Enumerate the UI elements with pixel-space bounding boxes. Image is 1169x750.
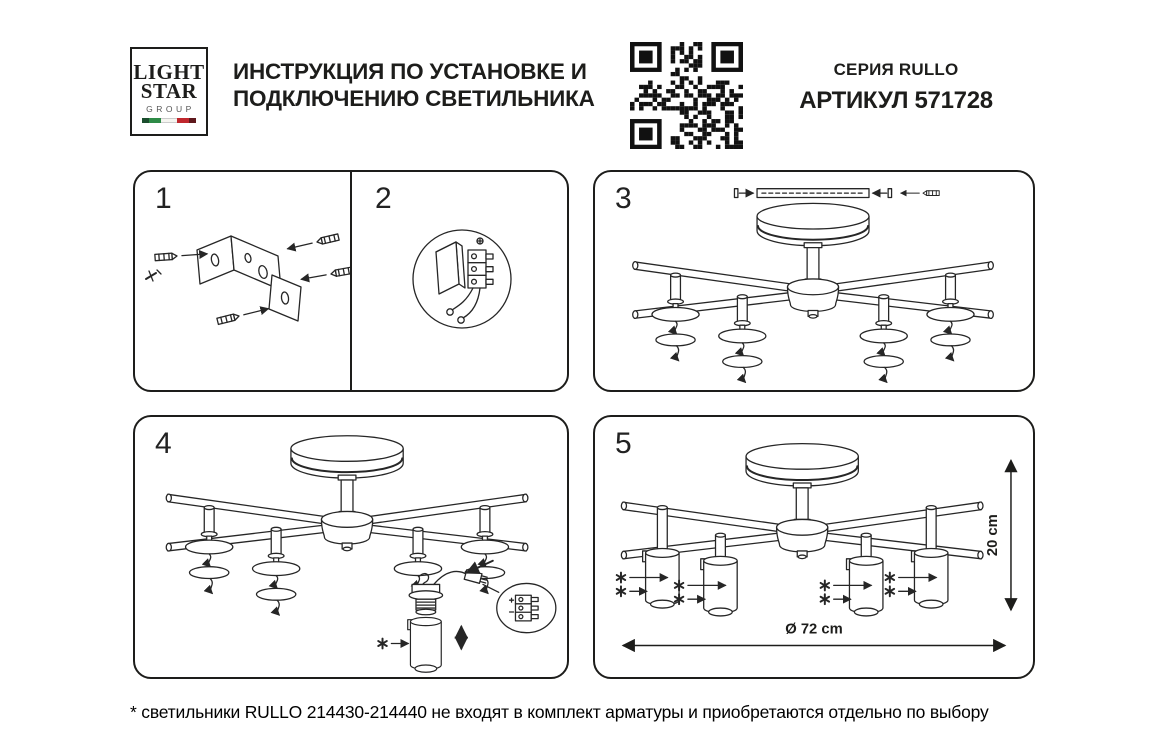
mounting-bracket <box>197 236 301 321</box>
title-line-1: ИНСТРУКЦИЯ ПО УСТАНОВКЕ И <box>233 59 587 84</box>
wall-anchor-right-lower <box>301 267 350 282</box>
lamp-shade <box>701 556 737 616</box>
step-5-illustration-assembled-fixture <box>595 417 1033 677</box>
article-label: АРТИКУЛ 571728 <box>799 87 993 114</box>
lamp-shade <box>408 617 442 672</box>
terminal-block <box>515 595 538 621</box>
step-4-illustration-lamp-connection <box>135 417 567 677</box>
diameter-dimension <box>623 622 1005 646</box>
series-label: СЕРИЯ RULLO <box>833 60 959 79</box>
asterisk-arrow <box>886 586 916 596</box>
lamp-shade <box>847 556 883 616</box>
panel-step-4 <box>133 415 569 679</box>
italian-flag-bar <box>142 118 196 123</box>
lamp-holder <box>652 273 699 360</box>
page-title <box>233 58 595 112</box>
detail-leader-line <box>483 584 499 592</box>
asterisk-arrow <box>378 639 408 649</box>
logo-word-light: LIGHT <box>133 59 205 84</box>
step-1-illustration-mounting-bracket <box>135 172 350 390</box>
panel-step-3 <box>593 170 1035 392</box>
move-direction-icon <box>456 627 466 649</box>
lamp-shade <box>912 548 948 608</box>
step-2-illustration-wiring <box>350 172 569 390</box>
panel-steps-1-2 <box>133 170 569 392</box>
lightstar-logo <box>130 47 208 136</box>
step-2-number: 2 <box>375 182 392 215</box>
connector-wire <box>434 571 467 584</box>
step-3-illustration-frame-mounting <box>595 172 1033 390</box>
screw-icon <box>146 270 161 281</box>
qr-code-icon <box>630 42 743 149</box>
asterisk-arrow <box>675 594 705 604</box>
lamp-holder <box>927 273 974 360</box>
terminal-block <box>468 238 493 288</box>
junction-box <box>436 242 465 294</box>
wall-anchor-bottom <box>217 306 269 325</box>
lamp-holder <box>186 506 233 594</box>
lamp-shade <box>643 548 679 608</box>
step-3-number: 3 <box>615 182 632 215</box>
panel-step-5 <box>593 415 1035 679</box>
title-line-2: ПОДКЛЮЧЕНИЮ СВЕТИЛЬНИКА <box>233 86 595 111</box>
mounting-screw-icon <box>901 191 939 196</box>
lamp-socket <box>409 584 442 614</box>
wall-anchor-right-upper <box>287 234 339 252</box>
height-dimension-label: 20 cm <box>985 514 1002 557</box>
footnote: * светильники RULLO 214430-214440 не входят в комплект арматуры и приобретаются отдельно по выбору <box>130 702 989 722</box>
logo-word-star: STAR <box>140 78 198 103</box>
height-dimension <box>985 460 1011 610</box>
asterisk-arrow <box>617 586 647 596</box>
logo-word-group: GROUP <box>146 103 195 114</box>
step-4-number: 4 <box>155 427 172 460</box>
mounting-strip <box>734 189 891 198</box>
step-5-number: 5 <box>615 427 632 460</box>
supply-wires <box>447 288 480 323</box>
asterisk-arrow <box>821 594 851 604</box>
product-info <box>790 60 1002 115</box>
step-1-number: 1 <box>155 182 172 215</box>
diameter-dimension-label: Ø 72 cm <box>785 621 843 638</box>
